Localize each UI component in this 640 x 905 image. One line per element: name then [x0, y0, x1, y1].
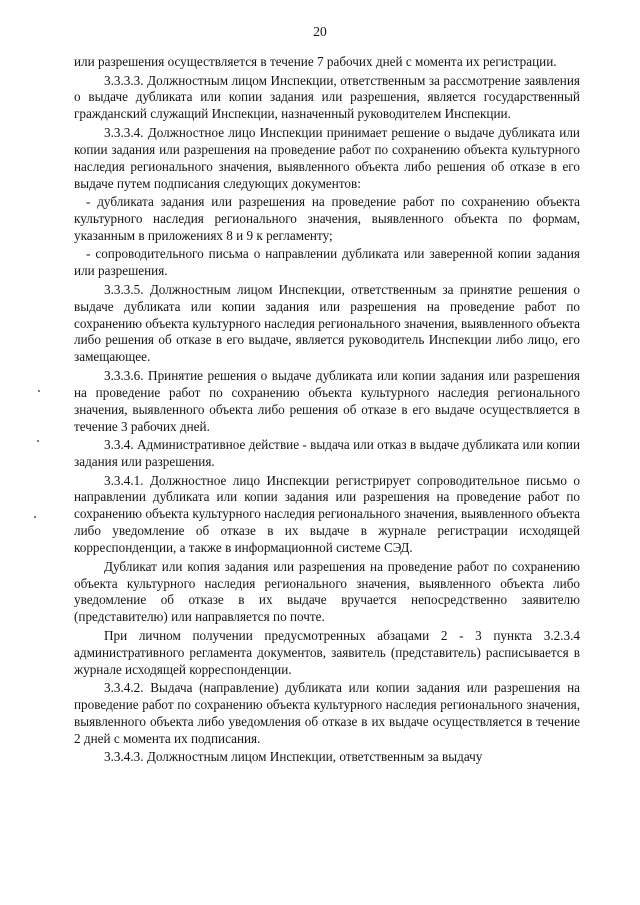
scan-speck: [38, 390, 40, 392]
paragraph: 3.3.4.1. Должностное лицо Инспекции регистрирует сопроводительное письмо о направлении дубликата или копии задания или разрешения на проведение работ по сохранению объекта культурного наследия регионального значения, выявленного объекта либо уведомление об отказе в их выдаче в журнале регистрации исходящей корреспонденции, а также в информационной системе СЭД.: [74, 472, 580, 556]
paragraph: 3.3.4. Административное действие - выдача или отказ в выдаче дубликата или копии задания или разрешения.: [74, 437, 580, 469]
paragraph: При личном получении предусмотренных абзацами 2 - 3 пункта 3.2.3.4 административного регламента документов, заявитель (представитель) расписывается в журнале исходящей корреспонденции.: [74, 627, 580, 677]
paragraph: или разрешения осуществляется в течение 7 рабочих дней с момента их регистрации.: [74, 54, 557, 69]
list-item: - дубликата задания или разрешения на проведение работ по сохранению объекта культурного наследия регионального значения, выявленного объекта по формам, указанным в приложениях 8 и 9 к регламенту;: [74, 194, 580, 243]
paragraph: Дубликат или копия задания или разрешения на проведение работ по сохранению объекта культурного наследия регионального значения, выявленного объекта либо уведомление об отказе в их выдаче вручается непосредственно заявителю (представителю) или направляется по почте.: [74, 558, 580, 625]
scan-speck: [34, 516, 36, 518]
paragraph: 3.3.3.4. Должностное лицо Инспекции принимает решение о выдаче дубликата или копии задания или разрешения на проведение работ по сохранению объекта культурного наследия регионального значения, выявленного объекта либо решения об отказе в его выдаче путем подписания следующих документов:: [74, 124, 580, 191]
paragraph: 3.3.4.2. Выдача (направление) дубликата или копии задания или разрешения на проведение работ по сохранению объекта культурного наследия регионального значения, выявленного объекта либо уведомления об отказе в их выдаче осуществляется в течение 2 дней с момента их подписания.: [74, 680, 580, 746]
paragraph: 3.3.3.5. Должностным лицом Инспекции, ответственным за принятие решения о выдаче дубликата или копии задания или разрешения на проведение работ по сохранению объекта культурного наследия регионального значения, выявленного объекта либо решения об отказе в его выдаче, является руководитель Инспекции либо лицо, его замещающее.: [74, 281, 580, 365]
paragraph: 3.3.3.6. Принятие решения о выдаче дубликата или копии задания или разрешения на проведение работ по сохранению объекта культурного наследия регионального значения, выявленного объекта либо решения об отказе в его выдаче осуществляется в течение 3 рабочих дней.: [74, 367, 580, 434]
scan-speck: [37, 440, 39, 442]
page-number: 20: [313, 24, 327, 39]
paragraph: 3.3.4.3. Должностным лицом Инспекции, ответственным за выдачу: [104, 749, 483, 765]
paragraph: 3.3.3.3. Должностным лицом Инспекции, ответственным за рассмотрение заявления о выдаче дубликата или копии задания или разрешения, является государственный гражданский служащий Инспекции, назначенный руководителем Инспекции.: [74, 72, 580, 122]
document-body: [74, 54, 580, 768]
list-item: - сопроводительного письма о направлении дубликата или заверенной копии задания или разрешения.: [74, 246, 580, 279]
